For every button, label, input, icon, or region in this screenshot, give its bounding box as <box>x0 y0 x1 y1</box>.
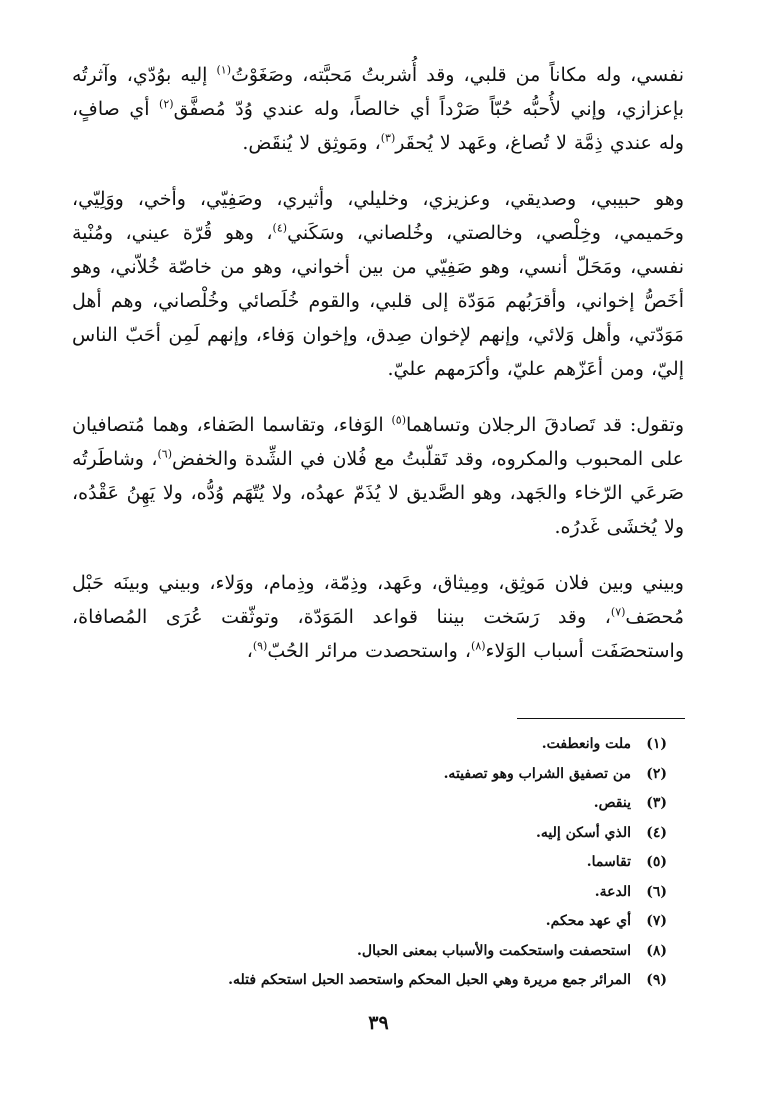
footnote-marker: (٨) <box>471 639 486 653</box>
footnote <box>77 937 667 967</box>
footnote-marker: (٥) <box>391 413 406 427</box>
paragraph-text: ، ومَوثِق لا يُنقَض. <box>242 132 381 154</box>
paragraph-text: ، وهو قُرّة عيني، ومُنْية نفسي، ومَحَلّ أنسي، وهو صَفِيّي من بين أخواني، وهو من خاصّة خُلاّني، وهو أخَصُّ إخواني، وأقرَبُهم مَوَدّة إلى قلبي، والقوم خُلَصائي وخُلْصاني، وهم أهل مَوَدّتي، وأهل وَلائي، وإنهم لإخوان صِدق، وإخوان وَفاء، وإنهم لَمِن أحَبّ الناس إليّ، ومن أعَزّهم عليّ، وأكرَمهم عليّ. <box>72 222 684 380</box>
footnote-text: تقاسما. <box>586 854 631 870</box>
paragraph-text: إليه بوُدّي، وآثرتُه بإعزازي، وإني لأُحبُّه حُبّاً صَرْداً أي خالصاً، وله عندي وُدّ مُصفَّق <box>72 64 685 120</box>
paragraph-text: ، وقد رَسَخت بيننا قواعد المَوَدّة، وتوثّقت عُرَى المُصافاة، واستحصَفَت أسباب الوَلاء <box>72 606 684 662</box>
footnote-number: (٦) <box>646 883 667 900</box>
footnote-text: أي عهد محكم. <box>545 913 631 929</box>
paragraph-text: نفسي، وله مكاناً من قلبي، وقد أُشربتُ مَحبَّته، وصَغَوْتُ <box>230 64 684 86</box>
footnote-number: (٤) <box>646 824 667 841</box>
paragraph-text: ، واستحصدت مرائر الحُبّ <box>267 640 472 662</box>
paragraph-text: ، وشاطَرتُه صَرعَي الرّخاء والجَهد، وهو الصَّديق لا يُذَمّ عهدُه، ولا يُتّهَم وُدُّه، ولا يَهِنُ عَقْدُه، ولا يُخشَى غَدرُه. <box>72 448 684 538</box>
footnote-text: الذي أسكن إليه. <box>536 824 631 841</box>
footnote-number: (٨) <box>646 942 667 959</box>
footnote-text: ملت وانعطفت. <box>541 736 631 752</box>
footnote-number: (١) <box>646 736 667 752</box>
footnote-number: (٢) <box>646 765 667 782</box>
footnote-text: من تصفيق الشراب وهو تصفيته. <box>443 765 631 782</box>
paragraph-text: الوَفاء، وتقاسما الصَفاء، وهما مُتصافيان على المحبوب والمكروه، وقد تَقلّبتُ مع فُلان في الشِّدة والخفض <box>72 414 684 470</box>
footnote <box>77 848 667 878</box>
paragraph <box>72 58 684 160</box>
footnote <box>77 966 667 996</box>
footnote-divider <box>517 718 685 719</box>
footnote-marker: (٧) <box>610 605 626 619</box>
footnote-number: (٧) <box>646 913 667 929</box>
paragraph <box>72 566 684 668</box>
footnote-marker: (٢) <box>159 97 174 111</box>
main-text <box>72 58 684 690</box>
footnote <box>77 789 667 819</box>
footnote-number: (٥) <box>646 854 667 870</box>
footnote <box>77 878 667 908</box>
footnotes-list <box>77 730 667 996</box>
page-number: ٣٩ <box>368 1012 389 1034</box>
footnote-marker: (٩) <box>252 639 268 653</box>
footnote-number: (٣) <box>646 795 667 811</box>
paragraph-text: وتقول: قد تَصادقَ الرجلان وتساهما <box>406 414 684 436</box>
footnote <box>77 907 667 937</box>
footnote-marker: (١) <box>216 63 231 77</box>
paragraph-text: أي صافٍ، وله عندي ذِمَّة لا تُصاغ، وعَهد لا يُحقَر <box>72 98 684 154</box>
footnote <box>77 760 667 790</box>
footnote-text: استحصفت واستحكمت والأسباب بمعنى الحبال. <box>357 942 631 959</box>
footnote <box>77 819 667 849</box>
footnote-number: (٩) <box>646 972 667 988</box>
paragraph <box>72 408 684 544</box>
paragraph-text: ، <box>246 640 253 662</box>
footnote-marker: (٤) <box>272 221 288 235</box>
paragraph-text: وبيني وبين فلان مَوثِق، ومِيثاق، وعَهد، وذِمّة، وذِمام، ووَلاء، وبيني وبينَه حَبْل مُحصَف <box>72 572 684 628</box>
paragraph-text: وهو حبيبي، وصديقي، وعزيزي، وخليلي، وأثيري، وصَفِيّي، وأخي، ووَلِيّي، وحَميمي، وخِلْصي، وخالصتي، وخُلصاني، وسَكَني <box>72 188 684 244</box>
footnote-text: المرائر جمع مريرة وهي الحبل المحكم واستحصد الحبل استحكم فتله. <box>228 972 631 988</box>
footnote-marker: (٦) <box>157 447 173 461</box>
footnote-text: الدعة. <box>594 883 631 900</box>
footnote <box>77 730 667 760</box>
footnote-text: ينقص. <box>593 795 631 811</box>
paragraph <box>72 182 684 386</box>
footnote-marker: (٣) <box>380 131 396 145</box>
